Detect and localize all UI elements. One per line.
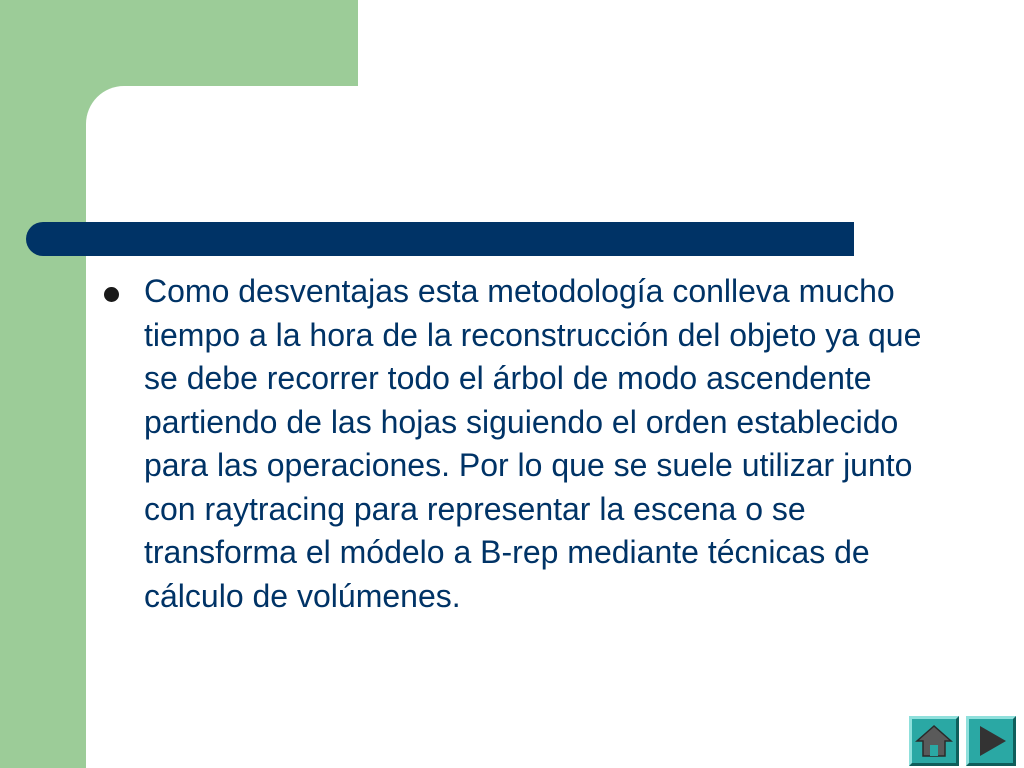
title-bar xyxy=(26,222,854,256)
bullet-marker xyxy=(104,287,119,302)
bullet-item xyxy=(104,270,964,618)
bullet-list xyxy=(104,270,964,618)
home-icon xyxy=(915,723,953,759)
next-slide-button[interactable] xyxy=(966,716,1016,766)
home-button[interactable] xyxy=(909,716,959,766)
play-arrow-icon xyxy=(973,723,1009,759)
bullet-text: Como desventajas esta metodología conlleva mucho tiempo a la hora de la reconstrucción del objeto ya que se debe recorrer todo el árbol de modo ascendente partiendo de las hojas siguiendo el orden establecido para las operaciones. Por lo que se suele utilizar junto con raytracing para representar la escena o se transforma el módelo a B-rep mediante técnicas de cálculo de volúmenes. xyxy=(144,273,922,614)
